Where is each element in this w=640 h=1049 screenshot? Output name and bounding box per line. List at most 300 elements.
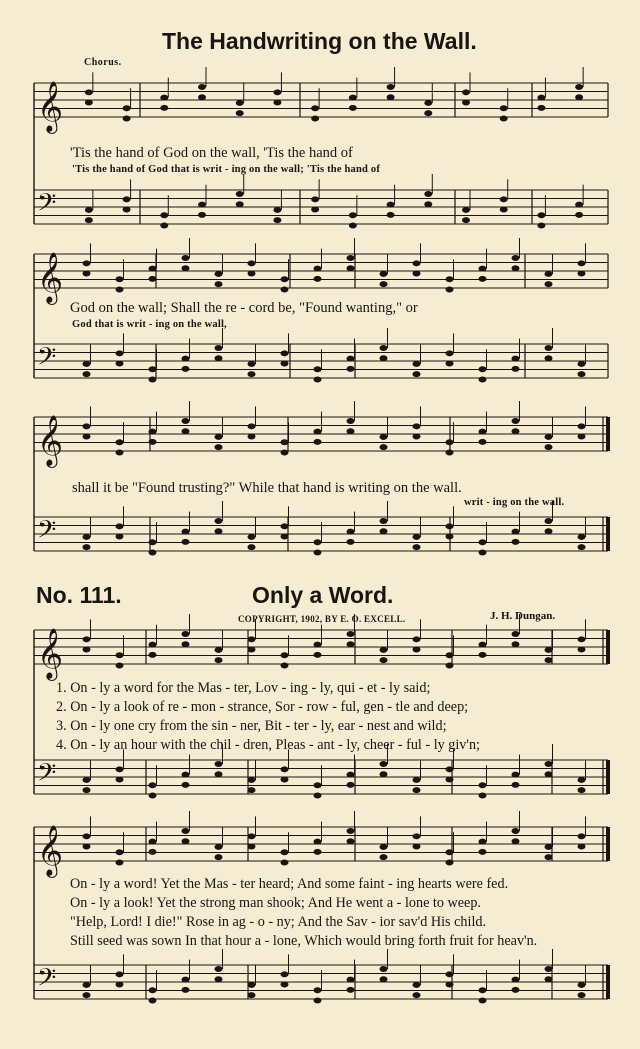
notehead (314, 366, 322, 372)
verse-2-line-1: 2. On - ly a look of re - mon - strance, Sor - row - ful, gen - tle and deep; (56, 699, 469, 715)
notehead (479, 539, 487, 545)
treble-clef: 𝄞 (37, 252, 64, 303)
notehead (479, 439, 487, 445)
notehead (198, 94, 206, 100)
notehead (578, 647, 586, 653)
notehead (198, 212, 206, 218)
notehead (314, 839, 322, 845)
hymn-title-2: Only a Word. (252, 582, 394, 608)
notehead (182, 428, 190, 434)
notehead (446, 276, 454, 282)
notehead (314, 792, 322, 798)
notehead (116, 523, 124, 529)
notehead (236, 201, 244, 207)
final-barline-thick (606, 417, 610, 451)
notehead (349, 105, 357, 111)
treble-clef: 𝄞 (37, 825, 64, 876)
notehead (512, 255, 520, 261)
notehead (83, 982, 91, 988)
notehead (413, 434, 421, 440)
notehead (198, 202, 206, 208)
lyric-line-3: shall it be "Found trusting?" While that hand is writing on the wall. (72, 480, 462, 496)
notehead (314, 266, 322, 272)
notehead (116, 662, 124, 668)
notehead (215, 966, 223, 972)
notehead (380, 657, 388, 663)
notehead (347, 641, 355, 647)
notehead (387, 84, 395, 90)
notehead (182, 772, 190, 778)
notehead (281, 971, 289, 977)
notehead (83, 544, 91, 550)
notehead (149, 366, 157, 372)
notehead (215, 771, 223, 777)
notehead (123, 105, 131, 111)
notehead (215, 444, 223, 450)
notehead (85, 217, 93, 223)
lyric-line-1: 'Tis the hand of God on the wall, 'Tis the hand of (70, 145, 353, 161)
notehead (182, 641, 190, 647)
notehead (314, 376, 322, 382)
notehead (314, 276, 322, 282)
notehead (479, 839, 487, 845)
notehead (347, 631, 355, 637)
notehead (311, 115, 319, 121)
notehead (512, 772, 520, 778)
notehead (446, 361, 454, 367)
notehead (479, 987, 487, 993)
notehead (149, 782, 157, 788)
bass-clef: 𝄢 (37, 188, 57, 224)
notehead (248, 544, 256, 550)
lyric-line-3-alto: writ - ing on the wall. (464, 497, 565, 508)
notehead (149, 792, 157, 798)
notehead (116, 652, 124, 658)
notehead (349, 95, 357, 101)
notehead (545, 345, 553, 351)
notehead (314, 997, 322, 1003)
final-barline-thick (606, 760, 610, 794)
notehead (123, 196, 131, 202)
notehead (545, 844, 553, 850)
notehead (83, 371, 91, 377)
notehead (160, 95, 168, 101)
bass-clef: 𝄢 (37, 515, 57, 551)
notehead (446, 777, 454, 783)
notehead (347, 529, 355, 535)
notehead (462, 217, 470, 223)
final-barline-thick (606, 630, 610, 664)
notehead (575, 94, 583, 100)
notehead (512, 977, 520, 983)
notehead (578, 844, 586, 850)
notehead (479, 266, 487, 272)
notehead (215, 844, 223, 850)
notehead (149, 276, 157, 282)
notehead (380, 345, 388, 351)
notehead (479, 849, 487, 855)
notehead (512, 366, 520, 372)
notehead (149, 997, 157, 1003)
notehead (578, 260, 586, 266)
notehead (413, 777, 421, 783)
notehead (413, 833, 421, 839)
notehead (248, 992, 256, 998)
notehead (83, 423, 91, 429)
notehead (545, 761, 553, 767)
notehead (578, 423, 586, 429)
notehead (149, 839, 157, 845)
notehead (248, 361, 256, 367)
notehead (446, 982, 454, 988)
notehead (347, 428, 355, 434)
notehead (413, 636, 421, 642)
notehead (248, 371, 256, 377)
lyric-line-2-alto: God that is writ - ing on the wall, (72, 319, 227, 330)
notehead (281, 859, 289, 865)
notehead (83, 271, 91, 277)
notehead (537, 95, 545, 101)
notehead (500, 207, 508, 213)
treble-clef: 𝄞 (37, 628, 64, 679)
verse-2-line-2: On - ly a look! Yet the strong man shook; And He went a - lone to weep. (70, 895, 481, 911)
notehead (281, 766, 289, 772)
notehead (83, 260, 91, 266)
final-barline-thick (606, 517, 610, 551)
notehead (578, 992, 586, 998)
notehead (347, 418, 355, 424)
notehead (116, 276, 124, 282)
notehead (446, 662, 454, 668)
notehead (537, 212, 545, 218)
verse-1-line-2: On - ly a word! Yet the Mas - ter heard; And some faint - ing hearts were fed. (70, 876, 509, 892)
notehead (479, 652, 487, 658)
notehead (248, 534, 256, 540)
notehead (413, 534, 421, 540)
notehead (349, 212, 357, 218)
notehead (413, 371, 421, 377)
notehead (215, 345, 223, 351)
notehead (380, 281, 388, 287)
notehead (545, 854, 553, 860)
notehead (149, 642, 157, 648)
notehead (273, 207, 281, 213)
notehead (116, 849, 124, 855)
notehead (160, 222, 168, 228)
notehead (578, 787, 586, 793)
notehead (182, 418, 190, 424)
final-barline-thick (606, 827, 610, 861)
notehead (149, 266, 157, 272)
notehead (248, 844, 256, 850)
notehead (512, 838, 520, 844)
notehead (347, 772, 355, 778)
notehead (347, 828, 355, 834)
notehead (83, 636, 91, 642)
notehead (248, 636, 256, 642)
notehead (314, 782, 322, 788)
notehead (215, 434, 223, 440)
notehead (413, 544, 421, 550)
notehead (413, 423, 421, 429)
notehead (83, 992, 91, 998)
notehead (182, 838, 190, 844)
notehead (273, 217, 281, 223)
notehead (160, 212, 168, 218)
notehead (512, 987, 520, 993)
notehead (380, 528, 388, 534)
notehead (424, 201, 432, 207)
copyright: COPYRIGHT, 1902, BY E. O. EXCELL. (238, 614, 406, 624)
notehead (512, 356, 520, 362)
notehead (446, 449, 454, 455)
notehead (380, 844, 388, 850)
notehead (314, 549, 322, 555)
notehead (545, 281, 553, 287)
notehead (215, 657, 223, 663)
notehead (149, 987, 157, 993)
notehead (236, 100, 244, 106)
notehead (446, 286, 454, 292)
hymn-title: The Handwriting on the Wall. (162, 28, 477, 54)
notehead (281, 652, 289, 658)
notehead (273, 100, 281, 106)
notehead (149, 849, 157, 855)
notehead (116, 534, 124, 540)
bass-clef: 𝄢 (37, 758, 57, 794)
notehead (116, 971, 124, 977)
notehead (512, 631, 520, 637)
notehead (500, 196, 508, 202)
notehead (380, 518, 388, 524)
notehead (424, 191, 432, 197)
notehead (116, 361, 124, 367)
final-barline-thick (606, 965, 610, 999)
notehead (236, 191, 244, 197)
notehead (215, 976, 223, 982)
notehead (248, 787, 256, 793)
author: J. H. Dungan. (490, 610, 556, 622)
notehead (314, 987, 322, 993)
notehead (500, 115, 508, 121)
notehead (281, 449, 289, 455)
notehead (215, 281, 223, 287)
notehead (160, 105, 168, 111)
notehead (123, 115, 131, 121)
notehead (281, 662, 289, 668)
notehead (116, 286, 124, 292)
notehead (512, 641, 520, 647)
notehead (85, 89, 93, 95)
verse-4-line-2: Still seed was sown In that hour a - lone, Which would bring forth fruit for heav'n. (70, 933, 538, 949)
notehead (182, 255, 190, 261)
notehead (387, 202, 395, 208)
notehead (314, 429, 322, 435)
notehead (248, 423, 256, 429)
notehead (387, 212, 395, 218)
notehead (446, 652, 454, 658)
notehead (479, 782, 487, 788)
notehead (215, 518, 223, 524)
notehead (116, 859, 124, 865)
notehead (248, 982, 256, 988)
notehead (413, 844, 421, 850)
notehead (83, 844, 91, 850)
notehead (545, 434, 553, 440)
notehead (85, 207, 93, 213)
notehead (149, 429, 157, 435)
notehead (462, 207, 470, 213)
notehead (545, 355, 553, 361)
notehead (182, 977, 190, 983)
chorus-label: Chorus. (84, 57, 122, 68)
notehead (500, 105, 508, 111)
notehead (182, 539, 190, 545)
notehead (215, 647, 223, 653)
notehead (512, 539, 520, 545)
treble-clef: 𝄞 (37, 415, 64, 466)
lyric-line-1-alto: 'Tis the hand of God that is writ - ing on the wall; 'Tis the hand of (72, 164, 381, 175)
notehead (347, 987, 355, 993)
notehead (578, 544, 586, 550)
notehead (248, 260, 256, 266)
notehead (215, 854, 223, 860)
notehead (380, 647, 388, 653)
notehead (248, 434, 256, 440)
notehead (149, 539, 157, 545)
notehead (380, 854, 388, 860)
notehead (314, 652, 322, 658)
notehead (182, 631, 190, 637)
notehead (446, 439, 454, 445)
notehead (281, 361, 289, 367)
notehead (116, 439, 124, 445)
notehead (479, 549, 487, 555)
notehead (149, 549, 157, 555)
bass-clef: 𝄢 (37, 342, 57, 378)
notehead (314, 642, 322, 648)
notehead (413, 982, 421, 988)
notehead (83, 434, 91, 440)
notehead (347, 255, 355, 261)
notehead (248, 777, 256, 783)
notehead (545, 771, 553, 777)
notehead (83, 787, 91, 793)
notehead (182, 356, 190, 362)
notehead (512, 428, 520, 434)
notehead (311, 196, 319, 202)
notehead (314, 849, 322, 855)
notehead (424, 100, 432, 106)
notehead (215, 355, 223, 361)
notehead (281, 286, 289, 292)
notehead (387, 94, 395, 100)
notehead (545, 271, 553, 277)
notehead (347, 265, 355, 271)
notehead (281, 276, 289, 282)
notehead (512, 265, 520, 271)
notehead (347, 838, 355, 844)
verse-3-line-2: "Help, Lord! I die!" Rose in ag - o - ny; And the Sav - ior sav'd His child. (70, 914, 487, 930)
notehead (182, 529, 190, 535)
notehead (380, 761, 388, 767)
notehead (273, 89, 281, 95)
notehead (537, 105, 545, 111)
notehead (149, 376, 157, 382)
notehead (545, 528, 553, 534)
notehead (380, 771, 388, 777)
notehead (380, 434, 388, 440)
notehead (545, 976, 553, 982)
notehead (182, 366, 190, 372)
notehead (311, 207, 319, 213)
notehead (347, 356, 355, 362)
notehead (83, 361, 91, 367)
notehead (545, 647, 553, 653)
notehead (83, 647, 91, 653)
notehead (349, 222, 357, 228)
notehead (281, 849, 289, 855)
notehead (83, 777, 91, 783)
notehead (575, 202, 583, 208)
notehead (578, 534, 586, 540)
notehead (512, 529, 520, 535)
notehead (578, 982, 586, 988)
notehead (578, 636, 586, 642)
notehead (314, 539, 322, 545)
notehead (479, 642, 487, 648)
notehead (182, 782, 190, 788)
notehead (116, 449, 124, 455)
notehead (446, 350, 454, 356)
notehead (578, 833, 586, 839)
notehead (314, 439, 322, 445)
notehead (446, 766, 454, 772)
notehead (116, 766, 124, 772)
notehead (380, 976, 388, 982)
notehead (413, 260, 421, 266)
notehead (462, 100, 470, 106)
notehead (462, 89, 470, 95)
notehead (578, 777, 586, 783)
notehead (413, 361, 421, 367)
notehead (281, 777, 289, 783)
lyric-line-2: God on the wall; Shall the re - cord be, "Found wanting," or (70, 300, 418, 316)
notehead (578, 271, 586, 277)
notehead (116, 777, 124, 783)
notehead (512, 828, 520, 834)
notehead (215, 761, 223, 767)
notehead (85, 100, 93, 106)
notehead (149, 652, 157, 658)
notehead (123, 207, 131, 213)
notehead (347, 977, 355, 983)
notehead (380, 966, 388, 972)
notehead (545, 966, 553, 972)
verse-3-line-1: 3. On - ly one cry from the sin - ner, Bit - ter - ly, ear - nest and wild; (56, 718, 447, 734)
notehead (424, 110, 432, 116)
notehead (182, 265, 190, 271)
notehead (182, 828, 190, 834)
hymn-number: No. 111. (36, 582, 122, 608)
notehead (545, 444, 553, 450)
notehead (380, 355, 388, 361)
notehead (281, 982, 289, 988)
notehead (236, 110, 244, 116)
notehead (248, 271, 256, 277)
notehead (479, 429, 487, 435)
notehead (446, 523, 454, 529)
